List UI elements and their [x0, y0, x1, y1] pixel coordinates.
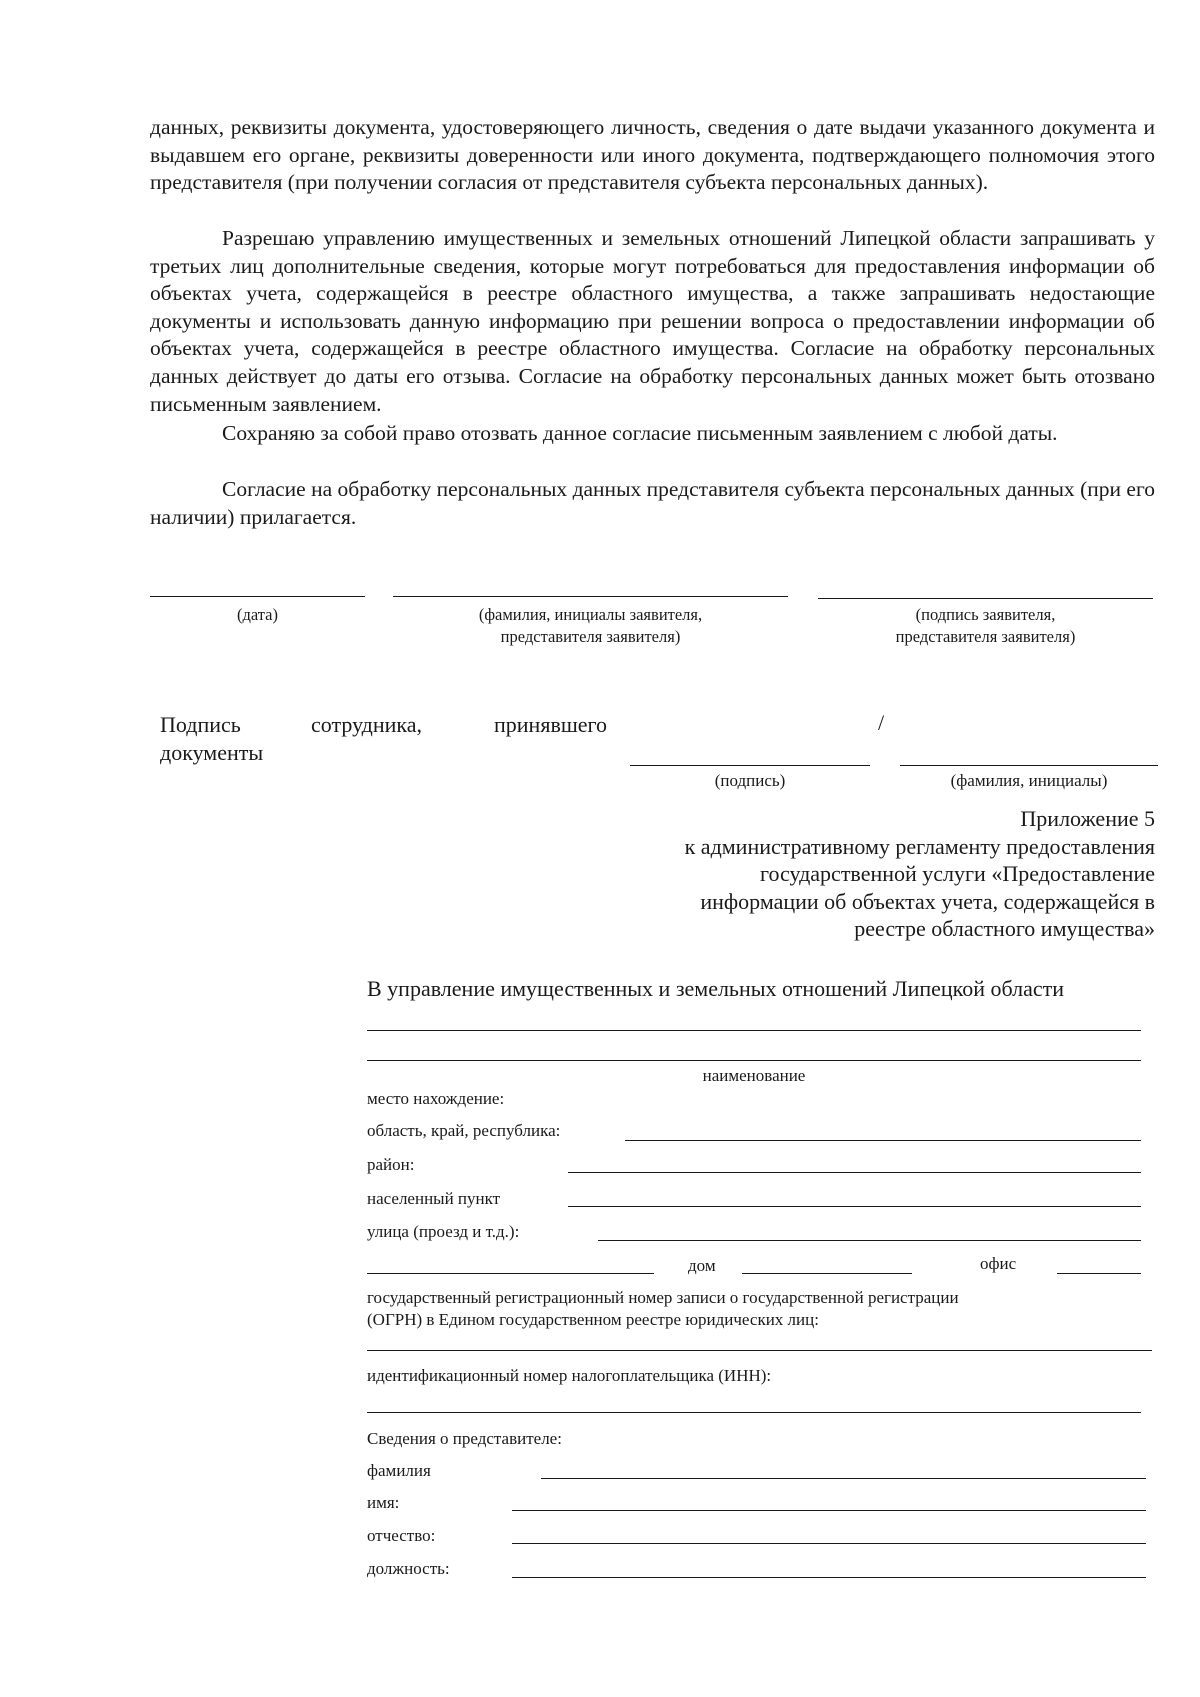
street-continuation-field[interactable] — [367, 1273, 654, 1274]
patronymic-field[interactable] — [512, 1543, 1146, 1544]
appendix-line-1: Приложение 5 — [1020, 806, 1155, 831]
applicant-signature-caption-2: представителя заявителя) — [895, 627, 1076, 646]
applicant-name-caption-2: представителя заявителя) — [500, 627, 681, 646]
employee-word-3: принявшего — [494, 712, 608, 737]
district-field[interactable] — [568, 1172, 1141, 1173]
representative-header: Сведения о представителе: — [367, 1429, 562, 1448]
appendix-line-4: информации об объектах учета, содержащейся в — [700, 888, 1155, 914]
employee-word-2: сотрудника, — [311, 712, 423, 737]
appendix-header — [560, 805, 1155, 943]
employee-word-1: Подпись — [160, 712, 241, 737]
applicant-name-caption-1: (фамилия, инициалы заявителя, — [478, 605, 703, 624]
employee-word-4: документы — [160, 740, 264, 765]
surname-label: фамилия — [367, 1461, 431, 1480]
consent-paragraph-4: Согласие на обработку персональных данных представителя субъекта персональных данных (при его наличии) прилагается. — [150, 477, 1155, 529]
ogrn-field[interactable] — [367, 1350, 1152, 1351]
settlement-label: населенный пункт — [367, 1189, 501, 1208]
employee-slash: / — [878, 710, 885, 735]
org-name-line-1[interactable] — [367, 1030, 1141, 1031]
employee-name-line — [900, 765, 1158, 766]
patronymic-label: отчество: — [367, 1526, 436, 1545]
appendix-line-3: государственной услуги «Предоставление — [759, 861, 1155, 886]
consent-paragraph-3: Сохраняю за собой право отозвать данное согласие письменным заявлением с любой даты. — [222, 421, 1058, 445]
applicant-signature-line — [818, 598, 1153, 599]
date-line — [150, 596, 365, 597]
date-caption: (дата) — [236, 605, 279, 624]
inn-label: идентификационный номер налогоплательщика (ИНН): — [367, 1366, 772, 1385]
employee-name-caption: (фамилия, инициалы) — [950, 771, 1108, 790]
district-label: район: — [367, 1155, 415, 1174]
location-label: место нахождение: — [367, 1089, 505, 1108]
employee-signature-line — [630, 765, 870, 766]
employee-signature-caption: (подпись) — [714, 771, 786, 790]
appendix-line-5: реестре областного имущества» — [854, 916, 1155, 941]
applicant-signature-caption-1: (подпись заявителя, — [915, 605, 1056, 624]
house-label: дом — [688, 1256, 716, 1275]
office-field[interactable] — [1057, 1273, 1141, 1274]
region-field[interactable] — [625, 1140, 1141, 1141]
appendix-line-2: к административному регламенту предоставления — [684, 833, 1155, 859]
inn-field[interactable] — [367, 1412, 1141, 1413]
org-name-line-2[interactable] — [367, 1060, 1141, 1061]
ogrn-label-2: (ОГРН) в Едином государственном реестре юридических лиц: — [367, 1310, 819, 1329]
street-label: улица (проезд и т.д.): — [367, 1222, 520, 1241]
region-label: область, край, республика: — [367, 1121, 561, 1140]
house-field[interactable] — [742, 1273, 912, 1274]
surname-field[interactable] — [541, 1478, 1146, 1479]
settlement-field[interactable] — [568, 1206, 1141, 1207]
first-name-field[interactable] — [512, 1510, 1146, 1511]
first-name-label: имя: — [367, 1493, 400, 1512]
form-addressee: В управление имущественных и земельных отношений Липецкой области — [367, 976, 1065, 1001]
office-label: офис — [980, 1254, 1017, 1273]
consent-paragraph-1: данных, реквизиты документа, удостоверяющего личность, сведения о дате выдачи указанного документа и выдавшем его органе, реквизиты доверенности или иного документа, подтверждающего полномочия этого представителя (при получении согласия от представителя субъекта персональных данных). — [150, 115, 1155, 195]
applicant-name-line — [393, 596, 788, 597]
org-name-caption: наименование — [702, 1066, 806, 1085]
street-field[interactable] — [598, 1240, 1141, 1241]
position-field[interactable] — [512, 1577, 1146, 1578]
consent-paragraph-2: Разрешаю управлению имущественных и земельных отношений Липецкой области запрашивать у третьих лиц дополнительные сведения, которые могут потребоваться для предоставления информации об объектах учета, содержащейся в реестре областного имущества, а также запрашивать недостающие документы и использовать данную информацию при решении вопроса о предоставлении информации об объектах учета, содержащейся в реестре областного имущества. Согласие на обработку персональных данных действует до даты его отзыва. Согласие на обработку персональных данных может быть отозвано письменным заявлением. — [150, 226, 1155, 416]
ogrn-label-1: государственный регистрационный номер записи о государственной регистрации — [367, 1288, 959, 1307]
position-label: должность: — [367, 1559, 450, 1578]
